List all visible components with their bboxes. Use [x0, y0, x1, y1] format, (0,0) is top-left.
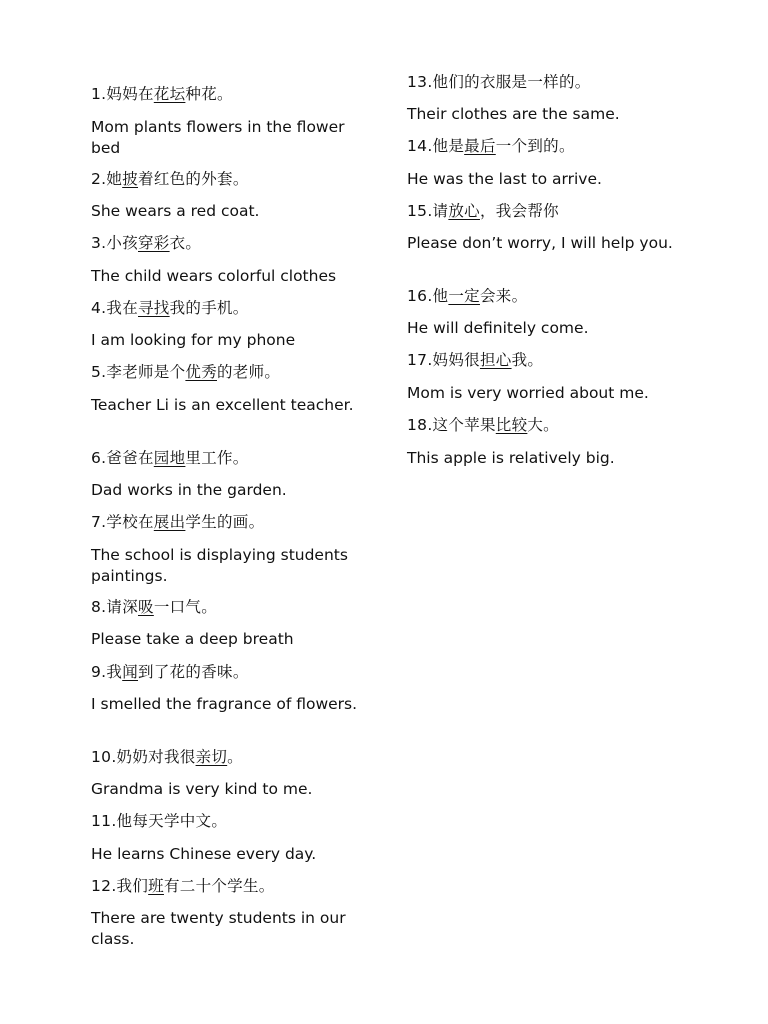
sentence-15-chinese: 15.请放心，我会帮你 [407, 202, 559, 220]
sentence-15-english: Please don’t worry, I will help you. [407, 234, 673, 252]
sentence-6-chinese: 6.爸爸在园地里工作。 [91, 449, 249, 467]
sentence-8-chinese: 8.请深吸一口气。 [91, 598, 218, 616]
sentence-13-chinese: 13.他们的衣服是一样的。 [407, 73, 591, 91]
sentence-3-chinese: 3.小孩穿彩衣。 [91, 234, 202, 252]
sentence-18-chinese: 18.这个苹果比较大。 [407, 416, 559, 434]
sentence-2-chinese: 2.她披着红色的外套。 [91, 170, 249, 188]
sentence-11-english: He learns Chinese every day. [91, 845, 317, 863]
sentence-12-english: There are twenty students in our class. [91, 909, 346, 948]
sentence-4-chinese: 4.我在寻找我的手机。 [91, 299, 249, 317]
sentence-17-english: Mom is very worried about me. [407, 384, 649, 402]
sentence-1-chinese: 1.妈妈在花坛种花。 [91, 85, 233, 103]
sentence-1-english: Mom plants flowers in the flower bed [91, 118, 345, 157]
sentence-7-chinese: 7.学校在展出学生的画。 [91, 513, 265, 531]
sentence-17-chinese: 17.妈妈很担心我。 [407, 351, 544, 369]
sentence-16-chinese: 16.他一定会来。 [407, 287, 528, 305]
sentence-12-chinese: 12.我们班有二十个学生。 [91, 877, 275, 895]
sentence-5-english: Teacher Li is an excellent teacher. [91, 396, 354, 414]
sentence-9-chinese: 9.我闻到了花的香味。 [91, 663, 249, 681]
sentence-10-english: Grandma is very kind to me. [91, 780, 313, 798]
sentence-2-english: She wears a red coat. [91, 202, 260, 220]
sentence-9-english: I smelled the fragrance of flowers. [91, 695, 358, 713]
sentence-14-chinese: 14.他是最后一个到的。 [407, 137, 575, 155]
sentence-5-chinese: 5.李老师是个优秀的老师。 [91, 363, 281, 381]
sentence-6-english: Dad works in the garden. [91, 481, 287, 499]
sentence-8-english: Please take a deep breath [91, 630, 294, 648]
sentence-7-english: The school is displaying students paintings. [91, 546, 348, 585]
sentence-4-english: I am looking for my phone [91, 331, 296, 349]
sentence-16-english: He will definitely come. [407, 319, 589, 337]
sentence-10-chinese: 10.奶奶对我很亲切。 [91, 748, 243, 766]
sentence-14-english: He was the last to arrive. [407, 170, 602, 188]
sentence-11-chinese: 11.他每天学中文。 [91, 812, 228, 830]
sentence-13-english: Their clothes are the same. [407, 105, 620, 123]
sentence-18-english: This apple is relatively big. [407, 449, 615, 467]
sentence-3-english: The child wears colorful clothes [91, 267, 337, 285]
